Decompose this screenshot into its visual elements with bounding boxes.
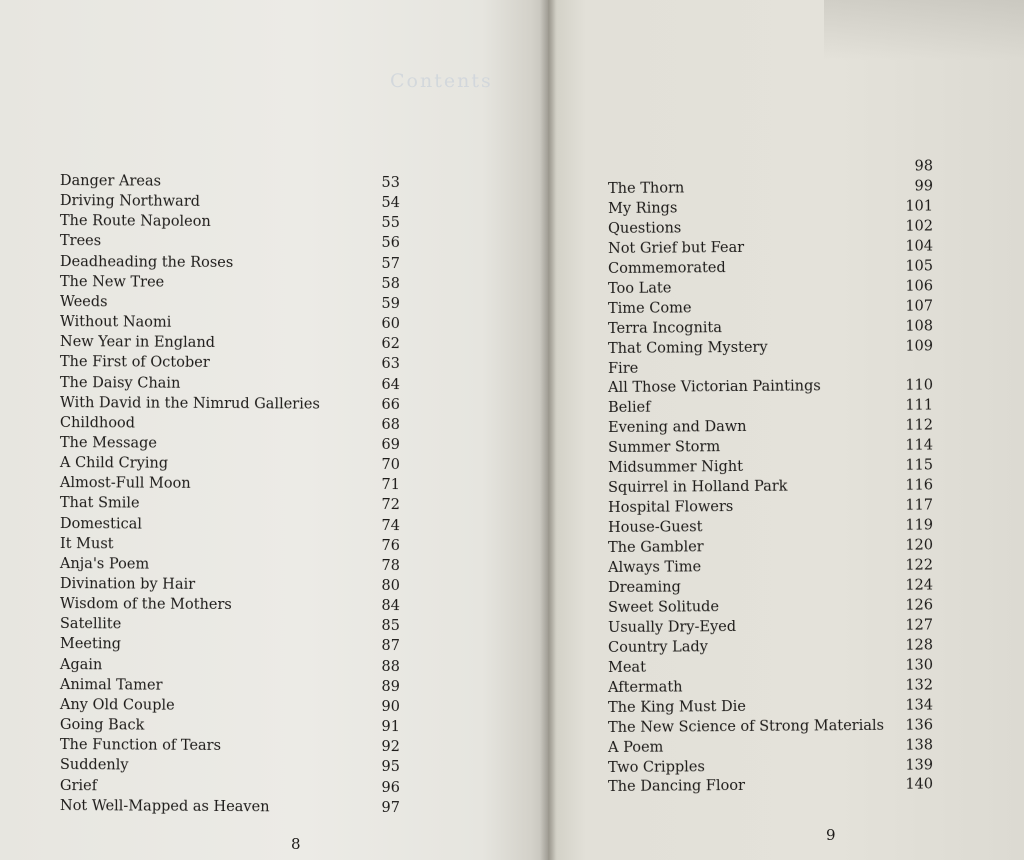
toc-title: House-Guest <box>608 519 703 537</box>
toc-title: Again <box>59 656 103 673</box>
toc-page-number: 99 <box>914 178 934 195</box>
toc-entry <box>60 353 400 375</box>
toc-entry <box>608 517 933 540</box>
toc-page-number: 91 <box>381 719 400 736</box>
toc-title: Almost-Full Moon <box>59 475 191 493</box>
toc-entry <box>608 257 933 280</box>
page-number-right: 9 <box>826 826 836 844</box>
toc-entry <box>60 253 400 275</box>
toc-entry <box>60 716 400 738</box>
toc-page-number: 110 <box>905 377 934 395</box>
toc-page-number: 107 <box>905 298 934 315</box>
toc-title: The Dancing Floor <box>608 778 746 796</box>
page-shadow <box>824 0 1024 60</box>
right-page <box>548 0 1024 860</box>
toc-page-number: 114 <box>905 437 934 454</box>
toc-entry <box>608 616 933 639</box>
toc-title: A Child Crying <box>59 455 169 472</box>
toc-title: Meat <box>608 659 647 676</box>
toc-page-number: 139 <box>905 756 934 774</box>
page-number-left: 8 <box>291 835 301 853</box>
toc-entry <box>608 337 933 360</box>
toc-title: Commemorated <box>608 259 726 277</box>
toc-page-number: 84 <box>381 598 400 615</box>
toc-entry <box>60 414 400 436</box>
toc-page-number: 72 <box>381 497 400 514</box>
toc-page-number: 111 <box>905 397 934 415</box>
toc-title: The Function of Tears <box>59 737 222 755</box>
toc-title: The Route Napoleon <box>59 213 211 231</box>
toc-entry <box>60 374 400 396</box>
toc-entry <box>60 797 400 819</box>
toc-entry <box>60 273 400 295</box>
toc-title: Sweet Solitude <box>608 599 720 616</box>
toc-page-number: 53 <box>381 174 400 192</box>
toc-page-number: 108 <box>905 318 934 335</box>
toc-title: The Gambler <box>608 539 704 557</box>
toc-page-number: 130 <box>905 657 934 674</box>
toc-entry <box>60 595 400 617</box>
toc-entry <box>60 656 400 678</box>
toc-page-number: 90 <box>381 698 400 715</box>
toc-page-number: 112 <box>905 417 934 435</box>
toc-entry <box>608 636 933 659</box>
toc-title: Grief <box>59 777 98 794</box>
toc-entry <box>60 394 400 416</box>
toc-title: Usually Dry-Eyed <box>608 618 737 636</box>
toc-entry <box>60 434 400 456</box>
toc-title: Danger Areas <box>59 172 162 190</box>
toc-entry <box>608 656 933 679</box>
toc-title: The King Must Die <box>608 698 746 716</box>
toc-page-number: 115 <box>905 457 934 474</box>
toc-title: Wisdom of the Mothers <box>59 596 232 614</box>
toc-page-number: 127 <box>905 617 934 634</box>
book-gutter <box>540 0 556 860</box>
toc-page-number: 68 <box>381 416 400 433</box>
toc-title: Divination by Hair <box>59 576 196 593</box>
toc-entry <box>608 317 933 340</box>
toc-entry <box>60 696 400 718</box>
toc-page-number: 76 <box>381 537 400 554</box>
toc-entry <box>60 232 400 254</box>
toc-page-number: 88 <box>381 658 400 675</box>
toc-title: The New Tree <box>59 273 165 291</box>
toc-page-number: 57 <box>381 255 400 272</box>
toc-page-number: 74 <box>381 517 400 534</box>
toc-entry <box>60 555 400 577</box>
toc-entry <box>608 477 933 500</box>
toc-entry <box>60 736 400 758</box>
toc-page-number: 124 <box>905 577 934 594</box>
toc-entry <box>60 474 400 496</box>
toc-title: With David in the Nimrud Galleries <box>59 394 320 413</box>
toc-title: Trees <box>59 233 102 250</box>
toc-page-number: 71 <box>381 477 400 494</box>
toc-entry <box>608 676 933 699</box>
toc-page-number: 59 <box>381 295 400 312</box>
toc-page-number: 55 <box>381 215 400 232</box>
toc-page-number: 128 <box>905 637 934 654</box>
toc-title: Too Late <box>608 280 672 297</box>
toc-title: Two Cripples <box>608 758 705 776</box>
toc-title: Deadheading the Roses <box>59 253 234 271</box>
toc-entry <box>608 556 933 579</box>
toc-title: All Those Victorian Paintings <box>608 378 821 397</box>
toc-page-number: 136 <box>905 717 934 734</box>
toc-entry <box>608 576 933 599</box>
toc-title: Satellite <box>59 616 122 633</box>
toc-entry <box>608 297 933 320</box>
toc-page-number: 56 <box>381 235 400 252</box>
toc-page-number: 106 <box>905 278 934 295</box>
toc-page-number: 89 <box>381 678 400 695</box>
toc-title: Time Come <box>608 299 692 317</box>
toc-page-number: 105 <box>905 258 934 275</box>
toc-page-number: 97 <box>381 799 400 816</box>
toc-entry <box>608 277 933 300</box>
toc-title: Dreaming <box>608 579 681 596</box>
toc-title: Summer Storm <box>608 439 721 457</box>
toc-title: Weeds <box>59 293 108 311</box>
toc-page-number: 60 <box>381 316 400 333</box>
toc-page-number: 140 <box>905 776 934 794</box>
toc-entry <box>608 157 933 180</box>
toc-entry <box>60 515 400 537</box>
toc-entry <box>608 696 933 719</box>
toc-page-number: 122 <box>905 557 934 574</box>
toc-page-number: 70 <box>381 457 400 474</box>
toc-entry <box>608 776 933 799</box>
toc-page-number: 85 <box>381 618 400 635</box>
toc-entry <box>60 676 400 698</box>
toc-entry <box>608 177 933 200</box>
toc-title: The First of October <box>59 354 210 372</box>
toc-title: Any Old Couple <box>59 696 175 714</box>
toc-entry <box>60 756 400 778</box>
toc-page-number: 126 <box>905 597 934 614</box>
toc-title: A Poem <box>608 739 664 756</box>
toc-title: That Coming Mystery <box>608 339 768 357</box>
toc-entry <box>608 217 933 240</box>
toc-title: The Message <box>59 434 158 452</box>
toc-title: The Thorn <box>608 180 685 197</box>
toc-title: New Year in England <box>59 334 216 352</box>
toc-page-number: 66 <box>381 396 400 413</box>
toc-page-number: 87 <box>381 638 400 655</box>
toc-page-number: 64 <box>381 376 400 393</box>
toc-page-number: 117 <box>905 497 934 514</box>
toc-title: Evening and Dawn <box>608 419 747 437</box>
toc-entry <box>60 212 400 234</box>
toc-page-number: 104 <box>905 238 934 255</box>
toc-page-number: 119 <box>905 517 934 534</box>
toc-title: It Must <box>59 535 114 553</box>
toc-title: Terra Incognita <box>608 319 723 337</box>
toc-entry <box>60 313 400 335</box>
toc-page-number: 58 <box>381 275 400 292</box>
toc-entry <box>608 716 933 739</box>
toc-title: That Smile <box>59 495 140 512</box>
toc-title: Without Naomi <box>59 314 172 331</box>
toc-title: The New Science of Strong Materials <box>608 717 885 736</box>
toc-page-number: 132 <box>905 677 934 694</box>
toc-entry <box>60 293 400 315</box>
toc-entry <box>60 192 400 214</box>
toc-title: Squirrel in Holland Park <box>608 478 788 497</box>
toc-entry <box>608 596 933 619</box>
toc-title: My Rings <box>608 200 678 217</box>
toc-entry <box>60 575 400 597</box>
toc-title: Country Lady <box>608 639 708 656</box>
toc-page-number: 95 <box>381 759 400 776</box>
toc-title: The Daisy Chain <box>59 374 181 392</box>
contents-heading: Contents <box>390 70 493 92</box>
toc-entry <box>60 535 400 557</box>
toc-page-number: 63 <box>381 356 400 373</box>
toc-entry <box>608 497 933 520</box>
toc-entry <box>60 494 400 516</box>
toc-page-number: 101 <box>905 198 934 215</box>
toc-entry <box>608 536 933 559</box>
toc-page-number: 80 <box>381 577 400 595</box>
toc-entry <box>60 777 400 799</box>
toc-title: Domestical <box>59 515 142 533</box>
toc-entry <box>608 736 933 759</box>
toc-page-number: 78 <box>381 557 400 574</box>
toc-title: Childhood <box>59 414 136 432</box>
toc-title: Suddenly <box>59 757 129 774</box>
toc-title: Aftermath <box>608 679 683 696</box>
toc-page-number: 120 <box>905 537 934 554</box>
toc-title: Fire <box>608 360 639 377</box>
toc-title: Midsummer Night <box>608 459 744 477</box>
toc-page-number: 96 <box>381 779 400 796</box>
toc-page-number: 138 <box>905 736 934 754</box>
toc-page-number: 62 <box>381 336 400 353</box>
toc-entry <box>60 635 400 657</box>
toc-page-number: 102 <box>905 218 934 235</box>
toc-title: Belief <box>608 400 651 417</box>
toc-page-number: 92 <box>381 739 400 756</box>
toc-page-number: 54 <box>381 195 400 212</box>
toc-title: Always Time <box>608 559 702 576</box>
toc-entry <box>60 172 400 194</box>
toc-entry <box>60 454 400 476</box>
toc-title: Anja's Poem <box>59 555 150 573</box>
toc-page-number: 98 <box>914 158 934 175</box>
toc-title: Driving Northward <box>59 193 201 210</box>
toc-title: Not Well-Mapped as Heaven <box>59 797 270 815</box>
toc-page-number: 109 <box>905 337 934 355</box>
toc-title: Going Back <box>59 717 145 734</box>
toc-entry <box>608 237 933 260</box>
toc-title: Questions <box>608 220 682 237</box>
toc-page-number: 134 <box>905 697 934 714</box>
toc-title: Animal Tamer <box>59 676 163 694</box>
toc-title: Hospital Flowers <box>608 499 734 517</box>
toc-page-number: 116 <box>905 477 934 494</box>
toc-entry <box>60 615 400 637</box>
toc-title: Meeting <box>59 636 122 653</box>
toc-entry <box>608 197 933 220</box>
toc-title: Not Grief but Fear <box>608 239 745 257</box>
toc-entry <box>60 333 400 355</box>
toc-page-number: 69 <box>381 436 400 454</box>
